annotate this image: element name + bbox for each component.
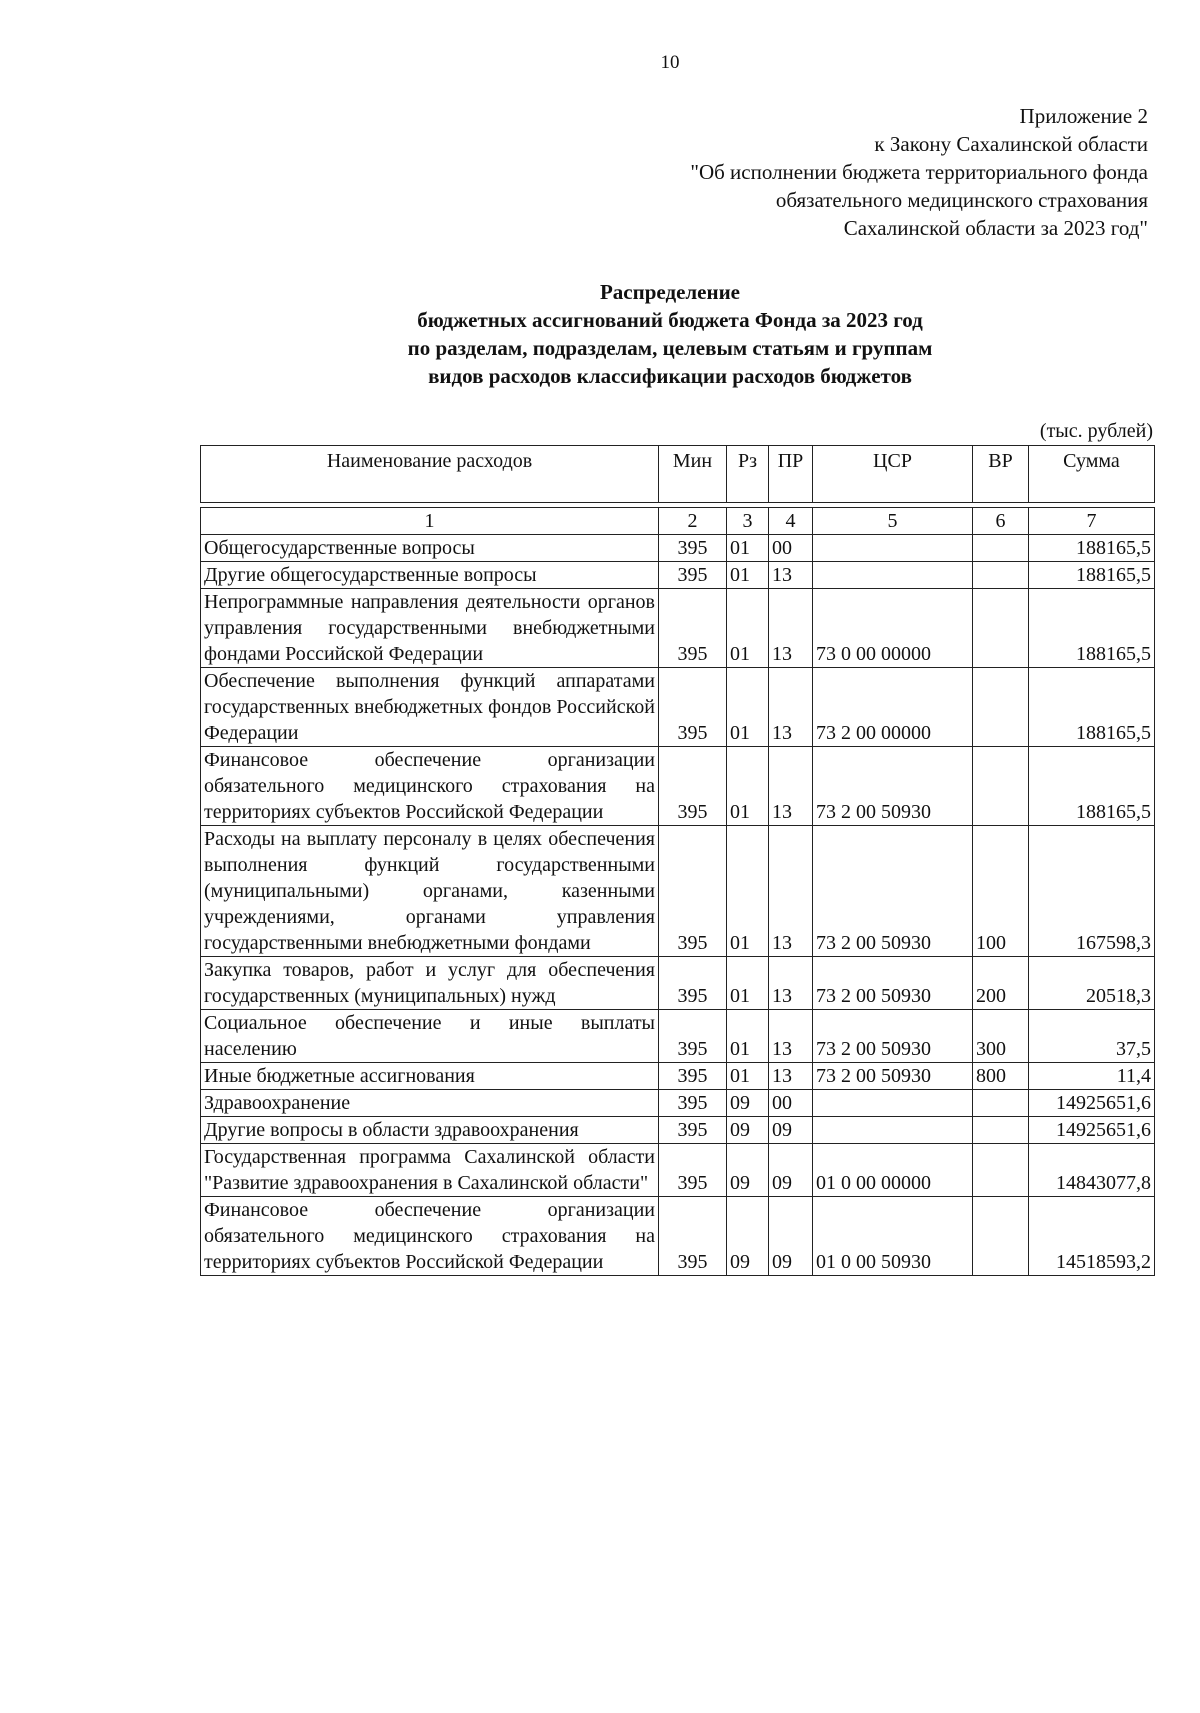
table-row [201,668,1155,747]
rz-code-cell: 09 [727,1144,769,1197]
amount-cell: 188165,5 [1029,535,1155,562]
rz-code-cell: 01 [727,826,769,957]
csr-code-cell [813,535,973,562]
rz-code-cell: 09 [727,1117,769,1144]
expense-name-cell: Финансовое обеспечение организации обязательного медицинского страхования на территориях субъектов Российской Федерации [201,1197,659,1276]
pr-code-cell: 09 [769,1117,813,1144]
budget-table [200,445,1155,1276]
expense-name-cell: Закупка товаров, работ и услуг для обеспечения государственных (муниципальных) нужд [201,957,659,1010]
expense-name-cell: Непрограммные направления деятельности органов управления государственными внебюджетными фондами Российской Федерации [201,589,659,668]
table-row [201,1144,1155,1197]
rz-code-cell: 01 [727,668,769,747]
rz-code-cell: 01 [727,535,769,562]
min-code-cell: 395 [659,535,727,562]
column-number: 7 [1029,508,1155,535]
table-row [201,589,1155,668]
appendix-line: Приложение 2 [1019,104,1148,128]
min-code-cell: 395 [659,1144,727,1197]
rz-code-cell: 09 [727,1197,769,1276]
column-number: 1 [201,508,659,535]
csr-code-cell [813,1117,973,1144]
expense-name-cell: Другие вопросы в области здравоохранения [201,1117,659,1144]
column-number: 4 [769,508,813,535]
expense-name-cell: Общегосударственные вопросы [201,535,659,562]
amount-cell: 188165,5 [1029,589,1155,668]
table-row [201,535,1155,562]
amount-cell: 11,4 [1029,1063,1155,1090]
pr-code-cell: 13 [769,826,813,957]
min-code-cell: 395 [659,747,727,826]
column-number: 5 [813,508,973,535]
table-row [201,1197,1155,1276]
pr-code-cell: 00 [769,535,813,562]
units-label: (тыс. рублей) [1039,420,1153,442]
table-row [201,562,1155,589]
header-sum: Сумма [1029,446,1155,503]
title-line: по разделам, подразделам, целевым статьям и группам [407,336,933,360]
vr-code-cell [973,1144,1029,1197]
min-code-cell: 395 [659,826,727,957]
pr-code-cell: 13 [769,589,813,668]
table-row [201,1010,1155,1063]
header-pr: ПР [769,446,813,503]
pr-code-cell: 09 [769,1144,813,1197]
csr-code-cell: 73 0 00 00000 [813,589,973,668]
header-vr: ВР [973,446,1029,503]
min-code-cell: 395 [659,1197,727,1276]
csr-code-cell [813,1090,973,1117]
rz-code-cell: 01 [727,562,769,589]
min-code-cell: 395 [659,1010,727,1063]
table-row [201,957,1155,1010]
min-code-cell: 395 [659,1063,727,1090]
header-name: Наименование расходов [201,446,659,503]
vr-code-cell: 200 [973,957,1029,1010]
min-code-cell: 395 [659,1090,727,1117]
amount-cell: 188165,5 [1029,747,1155,826]
appendix-block [690,102,1148,242]
csr-code-cell: 73 2 00 00000 [813,668,973,747]
vr-code-cell [973,562,1029,589]
column-number: 6 [973,508,1029,535]
header-min: Мин [659,446,727,503]
pr-code-cell: 13 [769,747,813,826]
table-row [201,1117,1155,1144]
header-csr: ЦСР [813,446,973,503]
rz-code-cell: 01 [727,589,769,668]
vr-code-cell [973,1090,1029,1117]
expense-name-cell: Социальное обеспечение и иные выплаты населению [201,1010,659,1063]
expense-name-cell: Иные бюджетные ассигнования [201,1063,659,1090]
csr-code-cell: 01 0 00 00000 [813,1144,973,1197]
amount-cell: 167598,3 [1029,826,1155,957]
amount-cell: 14925651,6 [1029,1090,1155,1117]
min-code-cell: 395 [659,957,727,1010]
vr-code-cell: 800 [973,1063,1029,1090]
document-title [0,278,1200,390]
vr-code-cell: 300 [973,1010,1029,1063]
appendix-line: к Закону Сахалинской области [874,132,1148,156]
min-code-cell: 395 [659,562,727,589]
header-rz: Рз [727,446,769,503]
pr-code-cell: 13 [769,957,813,1010]
appendix-line: "Об исполнении бюджета территориального фонда [690,160,1148,184]
pr-code-cell: 13 [769,668,813,747]
vr-code-cell [973,589,1029,668]
csr-code-cell [813,562,973,589]
csr-code-cell: 73 2 00 50930 [813,1010,973,1063]
page-number: 10 [660,52,680,73]
csr-code-cell: 73 2 00 50930 [813,747,973,826]
min-code-cell: 395 [659,589,727,668]
table-row [201,747,1155,826]
pr-code-cell: 13 [769,1010,813,1063]
min-code-cell: 395 [659,668,727,747]
min-code-cell: 395 [659,1117,727,1144]
title-line: Распределение [599,280,741,304]
rz-code-cell: 09 [727,1090,769,1117]
table-row [201,826,1155,957]
appendix-line: обязательного медицинского страхования [775,188,1148,212]
vr-code-cell [973,1117,1029,1144]
amount-cell: 188165,5 [1029,562,1155,589]
amount-cell: 20518,3 [1029,957,1155,1010]
rz-code-cell: 01 [727,747,769,826]
rz-code-cell: 01 [727,957,769,1010]
rz-code-cell: 01 [727,1010,769,1063]
pr-code-cell: 13 [769,562,813,589]
amount-cell: 14843077,8 [1029,1144,1155,1197]
expense-name-cell: Государственная программа Сахалинской области "Развитие здравоохранения в Сахалинской области" [201,1144,659,1197]
csr-code-cell: 73 2 00 50930 [813,826,973,957]
vr-code-cell [973,535,1029,562]
table-row [201,1090,1155,1117]
expense-name-cell: Расходы на выплату персоналу в целях обеспечения выполнения функций государственными (муниципальными) органами, казенными учреждениями, органами управления государственными внебюджетными фондами [201,826,659,957]
column-number: 3 [727,508,769,535]
title-line: видов расходов классификации расходов бюджетов [428,364,912,388]
csr-code-cell: 01 0 00 50930 [813,1197,973,1276]
appendix-line: Сахалинской области за 2023 год" [843,216,1148,240]
rz-code-cell: 01 [727,1063,769,1090]
expense-name-cell: Обеспечение выполнения функций аппаратами государственных внебюджетных фондов Российской Федерации [201,668,659,747]
csr-code-cell: 73 2 00 50930 [813,1063,973,1090]
column-number-row [201,508,1155,535]
pr-code-cell: 00 [769,1090,813,1117]
amount-cell: 37,5 [1029,1010,1155,1063]
pr-code-cell: 09 [769,1197,813,1276]
expense-name-cell: Финансовое обеспечение организации обязательного медицинского страхования на территориях субъектов Российской Федерации [201,747,659,826]
pr-code-cell: 13 [769,1063,813,1090]
amount-cell: 14925651,6 [1029,1117,1155,1144]
expense-name-cell: Другие общегосударственные вопросы [201,562,659,589]
amount-cell: 14518593,2 [1029,1197,1155,1276]
expense-name-cell: Здравоохранение [201,1090,659,1117]
table-row [201,1063,1155,1090]
vr-code-cell [973,1197,1029,1276]
vr-code-cell: 100 [973,826,1029,957]
vr-code-cell [973,668,1029,747]
column-number: 2 [659,508,727,535]
csr-code-cell: 73 2 00 50930 [813,957,973,1010]
vr-code-cell [973,747,1029,826]
amount-cell: 188165,5 [1029,668,1155,747]
title-line: бюджетных ассигнований бюджета Фонда за 2023 год [417,308,923,332]
header-row [201,446,1155,503]
